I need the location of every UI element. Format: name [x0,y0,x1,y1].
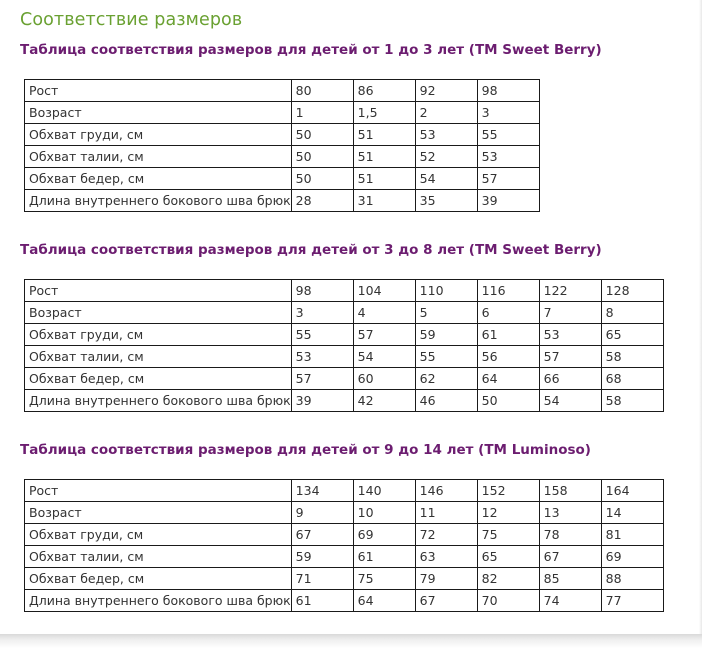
table-row [25,368,664,390]
table-cell: 53 [477,146,539,168]
table-cell: 77 [601,590,663,612]
table-cell: 39 [291,390,353,412]
table-cell: 134 [291,480,353,502]
table-cell: 55 [477,124,539,146]
table-cell: 53 [415,124,477,146]
table-cell: 64 [477,368,539,390]
table-cell: 57 [291,368,353,390]
row-label: Рост [25,80,292,102]
row-label: Обхват бедер, см [25,168,292,190]
size-table-9-14-years [24,479,664,612]
table-cell: 46 [415,390,477,412]
table-cell: 122 [539,280,601,302]
table-cell: 74 [539,590,601,612]
row-label: Рост [25,480,292,502]
table-cell: 116 [477,280,539,302]
table-row [25,524,664,546]
row-label: Длина внутреннего бокового шва брюк [25,190,292,212]
size-table-3-8-years [24,279,664,412]
table-cell: 54 [539,390,601,412]
table-cell: 63 [415,546,477,568]
table-cell: 8 [601,302,663,324]
table-cell: 51 [353,146,415,168]
table-row [25,590,664,612]
table-cell: 4 [353,302,415,324]
table-cell: 42 [353,390,415,412]
table-cell: 65 [477,546,539,568]
panel-bottom-shadow [0,634,702,648]
table-cell: 140 [353,480,415,502]
table-row [25,190,540,212]
table-heading-1-3-years: Таблица соответствия размеров для детей от 1 до 3 лет (ТМ Sweet Berry) [20,42,602,58]
table-cell: 9 [291,502,353,524]
row-label: Обхват бедер, см [25,568,292,590]
row-label: Возраст [25,502,292,524]
table-cell: 65 [601,324,663,346]
table-cell: 67 [291,524,353,546]
table-cell: 58 [601,346,663,368]
row-label: Возраст [25,102,292,124]
table-cell: 61 [477,324,539,346]
table-cell: 50 [291,124,353,146]
table-cell: 2 [415,102,477,124]
table-cell: 55 [291,324,353,346]
table-cell: 75 [477,524,539,546]
table-cell: 64 [353,590,415,612]
table-cell: 66 [539,368,601,390]
table-cell: 31 [353,190,415,212]
table-cell: 1 [291,102,353,124]
table-cell: 69 [601,546,663,568]
table-row [25,280,664,302]
table-cell: 70 [477,590,539,612]
size-table-1-3-years [24,79,540,212]
table-row [25,80,540,102]
table-cell: 3 [477,102,539,124]
table-cell: 152 [477,480,539,502]
table-cell: 71 [291,568,353,590]
table-cell: 55 [415,346,477,368]
table-cell: 128 [601,280,663,302]
table-cell: 61 [291,590,353,612]
row-label: Длина внутреннего бокового шва брюк [25,590,292,612]
table-cell: 60 [353,368,415,390]
table-cell: 3 [291,302,353,324]
row-label: Рост [25,280,292,302]
table-row [25,390,664,412]
table-cell: 67 [539,546,601,568]
table-cell: 98 [291,280,353,302]
table-cell: 56 [477,346,539,368]
table-cell: 1,5 [353,102,415,124]
table-cell: 75 [353,568,415,590]
table-cell: 52 [415,146,477,168]
table-cell: 79 [415,568,477,590]
table-heading-3-8-years: Таблица соответствия размеров для детей от 3 до 8 лет (ТМ Sweet Berry) [20,242,602,258]
table-cell: 14 [601,502,663,524]
table-cell: 13 [539,502,601,524]
table-cell: 10 [353,502,415,524]
table-cell: 146 [415,480,477,502]
table-row [25,480,664,502]
row-label: Длина внутреннего бокового шва брюк [25,390,292,412]
table-cell: 53 [539,324,601,346]
table-cell: 88 [601,568,663,590]
table-cell: 7 [539,302,601,324]
table-cell: 11 [415,502,477,524]
row-label: Обхват груди, см [25,124,292,146]
table-cell: 85 [539,568,601,590]
table-cell: 58 [601,390,663,412]
table-row [25,546,664,568]
table-row [25,168,540,190]
table-cell: 61 [353,546,415,568]
table-cell: 54 [415,168,477,190]
table-cell: 69 [353,524,415,546]
table-cell: 62 [415,368,477,390]
table-row [25,302,664,324]
table-cell: 50 [291,168,353,190]
table-cell: 28 [291,190,353,212]
table-cell: 50 [477,390,539,412]
table-cell: 6 [477,302,539,324]
table-cell: 53 [291,346,353,368]
table-cell: 164 [601,480,663,502]
table-cell: 67 [415,590,477,612]
row-label: Обхват талии, см [25,146,292,168]
table-cell: 57 [353,324,415,346]
table-cell: 35 [415,190,477,212]
row-label: Обхват талии, см [25,546,292,568]
table-cell: 68 [601,368,663,390]
table-row [25,568,664,590]
table-cell: 82 [477,568,539,590]
table-cell: 59 [415,324,477,346]
table-row [25,324,664,346]
table-cell: 54 [353,346,415,368]
page-title: Соответствие размеров [20,10,243,30]
row-label: Обхват груди, см [25,324,292,346]
table-cell: 86 [353,80,415,102]
table-cell: 110 [415,280,477,302]
table-cell: 72 [415,524,477,546]
table-row [25,102,540,124]
table-cell: 78 [539,524,601,546]
table-row [25,346,664,368]
table-cell: 5 [415,302,477,324]
table-cell: 80 [291,80,353,102]
table-row [25,124,540,146]
table-heading-9-14-years: Таблица соответствия размеров для детей от 9 до 14 лет (ТМ Luminoso) [20,442,591,458]
table-cell: 50 [291,146,353,168]
table-row [25,502,664,524]
row-label: Обхват груди, см [25,524,292,546]
table-cell: 57 [539,346,601,368]
table-row [25,146,540,168]
table-cell: 57 [477,168,539,190]
table-cell: 81 [601,524,663,546]
table-cell: 12 [477,502,539,524]
row-label: Возраст [25,302,292,324]
table-cell: 51 [353,168,415,190]
table-cell: 98 [477,80,539,102]
table-cell: 51 [353,124,415,146]
row-label: Обхват талии, см [25,346,292,368]
row-label: Обхват бедер, см [25,368,292,390]
table-cell: 104 [353,280,415,302]
table-cell: 92 [415,80,477,102]
table-cell: 59 [291,546,353,568]
table-cell: 158 [539,480,601,502]
table-cell: 39 [477,190,539,212]
